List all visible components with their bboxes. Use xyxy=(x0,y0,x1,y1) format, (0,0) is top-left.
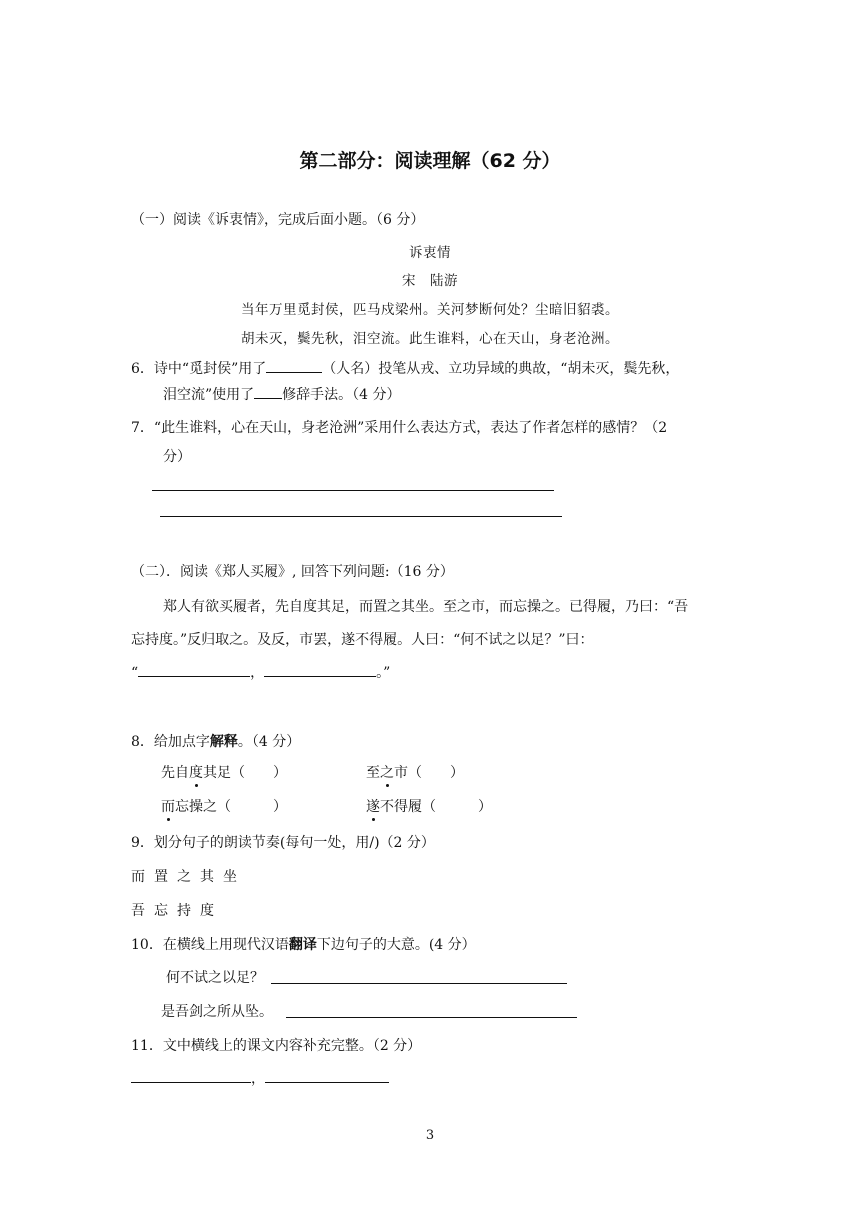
q10-text-bold: 翻译 xyxy=(288,937,317,953)
q8-item-4 xyxy=(366,796,492,816)
q11-blank-1[interactable] xyxy=(131,1068,251,1083)
poem-line-1: 当年万里觅封侯，匹马戍梁州。关河梦断何处？尘暗旧貂裘。 xyxy=(241,302,619,318)
question-11: 11．文中横线上的课文内容补充完整。（2 分） xyxy=(131,1038,422,1054)
passage-line-1: 郑人有欲买履者，先自度其足，而置之其坐。至之市，而忘操之。已得履，乃曰：“吾 xyxy=(163,599,689,615)
section1-header: （一）阅读《诉衷情》，完成后面小题。（6 分） xyxy=(131,212,425,228)
question-7-line1: 7．“此生谁料，心在天山，身老沧洲”采用什么表达方式，表达了作者怎样的感情？（2 xyxy=(131,420,668,436)
q6-blank-name[interactable] xyxy=(266,358,322,373)
q6-blank-rhetoric[interactable] xyxy=(254,384,282,399)
question-7-line2: 分） xyxy=(163,449,191,465)
poem-title: 诉衷情 xyxy=(409,245,451,261)
q8-item2-dotted: 之 xyxy=(380,762,394,782)
quote-close: 。” xyxy=(376,665,391,681)
q6-text-a: 6．诗中“觅封侯”用了 xyxy=(131,361,267,377)
q8-item4-dotted: 遂 xyxy=(366,796,380,816)
q11-blank-2[interactable] xyxy=(265,1068,389,1083)
q10-sentence-1: 何不试之以足？ xyxy=(166,970,264,986)
q8-item4-post: 不得履（ ） xyxy=(380,799,492,815)
q11-fill-line xyxy=(131,1068,389,1088)
q9-sentence-1: 而置之其坐 xyxy=(131,869,246,885)
page-title: 第二部分：阅读理解（62 分） xyxy=(299,150,561,172)
q8-text-c: 。（4 分） xyxy=(237,734,301,750)
q10-text-c: 下边句子的大意。(4 分） xyxy=(316,937,476,953)
q9-sentence-2: 吾忘持度 xyxy=(131,903,223,919)
answer-line-1[interactable] xyxy=(152,490,554,491)
q8-item1-dotted: 度 xyxy=(189,762,203,782)
passage-blank-1[interactable] xyxy=(138,662,250,677)
section2-header: （二）．阅读《郑人买履》, 回答下列问题:（16 分） xyxy=(131,564,454,580)
q8-text-bold: 解释 xyxy=(209,734,238,750)
q10-answer-line-2[interactable] xyxy=(286,1017,577,1018)
q8-item-2 xyxy=(366,762,464,782)
q8-item3-post: 忘操之（ ） xyxy=(175,799,287,815)
q11-comma: ， xyxy=(251,1071,265,1087)
question-10 xyxy=(131,934,476,954)
q10-text-a: 10．在横线上用现代汉语 xyxy=(131,937,289,953)
passage-blank-2[interactable] xyxy=(264,662,376,677)
q6-text-d: 修辞手法。（4 分） xyxy=(282,387,401,403)
page-number: 3 xyxy=(425,1128,435,1143)
q10-sentence-2: 是吾剑之所从坠。 xyxy=(161,1004,273,1020)
q8-item2-post: 市（ ） xyxy=(394,765,464,781)
q6-text-c: 泪空流”使用了 xyxy=(163,387,255,403)
q8-text-a: 8．给加点字 xyxy=(131,734,210,750)
q8-item1-pre: 先自 xyxy=(161,765,189,781)
question-9: 9．划分句子的朗读节奏(每句一处，用/)（2 分） xyxy=(131,835,435,851)
q8-item3-dotted: 而 xyxy=(161,796,175,816)
question-6-line2 xyxy=(163,384,401,404)
quote-open: “ xyxy=(131,665,139,681)
q6-text-b: （人名）投笔从戎、立功异域的典故，“胡未灭，鬓先秋， xyxy=(322,361,680,377)
comma: ， xyxy=(250,665,265,681)
q10-answer-line-1[interactable] xyxy=(271,983,567,984)
question-6-line1 xyxy=(131,358,679,378)
q8-item-3 xyxy=(161,796,287,816)
q8-item2-pre: 至 xyxy=(366,765,380,781)
poem-author: 宋 陆游 xyxy=(402,273,458,289)
q8-item1-post: 其足（ ） xyxy=(203,765,287,781)
passage-line-2: 忘持度。”反归取之。及反，市罢，遂不得履。人曰：“何不试之以足？”曰： xyxy=(131,632,594,648)
poem-line-2: 胡未灭，鬓先秋，泪空流。此生谁料，心在天山，身老沧洲。 xyxy=(241,331,619,347)
passage-fill-line xyxy=(131,662,390,682)
q8-item-1 xyxy=(161,762,287,782)
answer-line-2[interactable] xyxy=(160,516,562,517)
question-8 xyxy=(131,731,300,751)
